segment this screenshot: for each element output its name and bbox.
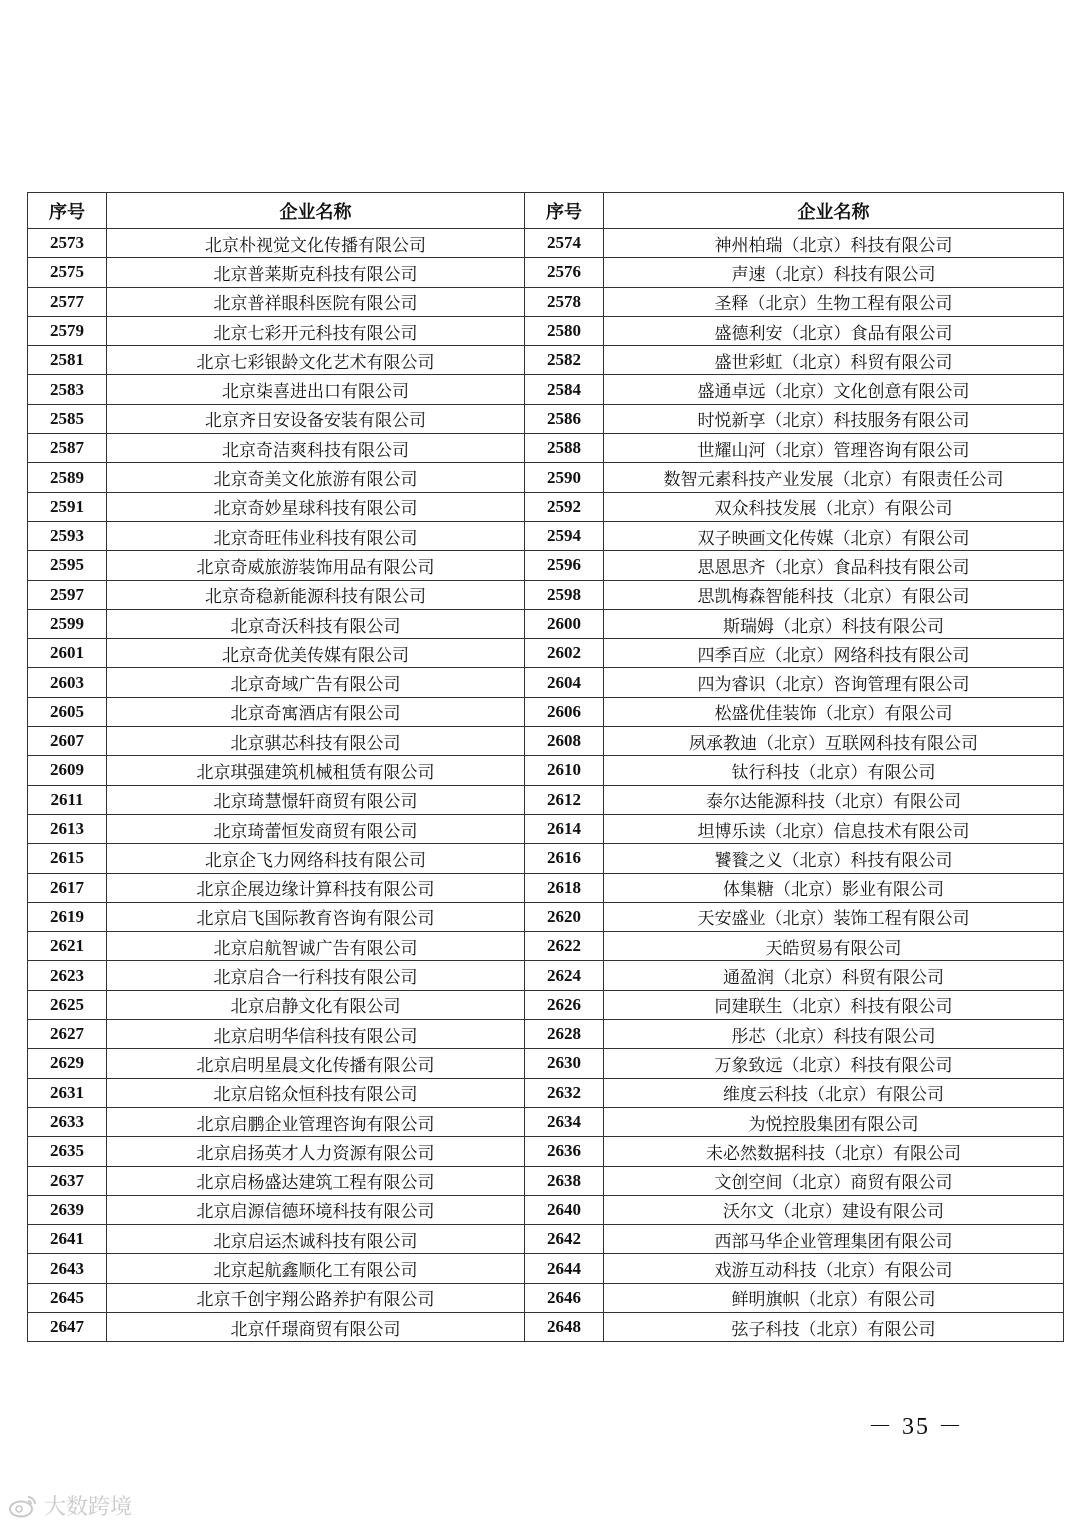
row-index-left: 2587 (28, 434, 107, 463)
row-index-right: 2592 (525, 492, 604, 521)
table-row (28, 609, 1064, 638)
row-index-right: 2596 (525, 551, 604, 580)
row-index-left: 2629 (28, 1049, 107, 1078)
table-header-row (28, 193, 1064, 229)
row-company-right: 鲜明旗帜（北京）有限公司 (604, 1283, 1064, 1312)
row-index-right: 2586 (525, 404, 604, 433)
row-company-right: 体集糖（北京）影业有限公司 (604, 873, 1064, 902)
row-index-left: 2575 (28, 258, 107, 287)
row-company-right: 维度云科技（北京）有限公司 (604, 1078, 1064, 1107)
table-row (28, 1312, 1064, 1341)
row-index-left: 2623 (28, 961, 107, 990)
row-index-left: 2601 (28, 639, 107, 668)
row-index-left: 2625 (28, 990, 107, 1019)
row-index-right: 2578 (525, 287, 604, 316)
row-index-right: 2626 (525, 990, 604, 1019)
table-row (28, 1254, 1064, 1283)
table-row (28, 902, 1064, 931)
table-row (28, 814, 1064, 843)
row-company-right: 文创空间（北京）商贸有限公司 (604, 1166, 1064, 1195)
row-index-right: 2598 (525, 580, 604, 609)
row-company-right: 坦博乐读（北京）信息技术有限公司 (604, 814, 1064, 843)
table-row (28, 258, 1064, 287)
row-company-right: 思凯梅森智能科技（北京）有限公司 (604, 580, 1064, 609)
row-index-left: 2589 (28, 463, 107, 492)
row-company-right: 声速（北京）科技有限公司 (604, 258, 1064, 287)
row-company-right: 弦子科技（北京）有限公司 (604, 1312, 1064, 1341)
row-index-left: 2573 (28, 229, 107, 258)
row-index-right: 2618 (525, 873, 604, 902)
row-company-right: 双众科技发展（北京）有限公司 (604, 492, 1064, 521)
row-index-right: 2588 (525, 434, 604, 463)
row-company-left: 北京普莱斯克科技有限公司 (107, 258, 525, 287)
table-row (28, 668, 1064, 697)
watermark (8, 1490, 132, 1521)
table-row (28, 844, 1064, 873)
row-company-left: 北京柒喜进出口有限公司 (107, 375, 525, 404)
row-index-left: 2581 (28, 346, 107, 375)
table-row (28, 756, 1064, 785)
row-index-left: 2605 (28, 697, 107, 726)
table-row (28, 521, 1064, 550)
row-company-left: 北京启鹏企业管理咨询有限公司 (107, 1107, 525, 1136)
row-index-left: 2597 (28, 580, 107, 609)
row-company-left: 北京企飞力网络科技有限公司 (107, 844, 525, 873)
row-company-right: 沃尔文（北京）建设有限公司 (604, 1195, 1064, 1224)
table-row (28, 727, 1064, 756)
row-company-right: 四季百应（北京）网络科技有限公司 (604, 639, 1064, 668)
table-row (28, 639, 1064, 668)
row-index-right: 2600 (525, 609, 604, 638)
row-company-right: 未必然数据科技（北京）有限公司 (604, 1137, 1064, 1166)
row-company-right: 天皓贸易有限公司 (604, 932, 1064, 961)
row-index-right: 2614 (525, 814, 604, 843)
row-company-right: 盛德利安（北京）食品有限公司 (604, 316, 1064, 345)
row-company-right: 松盛优佳装饰（北京）有限公司 (604, 697, 1064, 726)
row-company-left: 北京启铭众恒科技有限公司 (107, 1078, 525, 1107)
row-company-left: 北京琦慧憬轩商贸有限公司 (107, 785, 525, 814)
row-company-right: 世耀山河（北京）管理咨询有限公司 (604, 434, 1064, 463)
table-row (28, 346, 1064, 375)
table-row (28, 873, 1064, 902)
row-company-left: 北京奇域广告有限公司 (107, 668, 525, 697)
row-index-right: 2638 (525, 1166, 604, 1195)
table-row (28, 404, 1064, 433)
row-company-right: 数智元素科技产业发展（北京）有限责任公司 (604, 463, 1064, 492)
row-index-left: 2627 (28, 1020, 107, 1049)
row-company-left: 北京奇威旅游装饰用品有限公司 (107, 551, 525, 580)
row-index-left: 2595 (28, 551, 107, 580)
table-row (28, 990, 1064, 1019)
row-company-left: 北京启扬英才人力资源有限公司 (107, 1137, 525, 1166)
row-index-right: 2602 (525, 639, 604, 668)
row-index-left: 2643 (28, 1254, 107, 1283)
row-company-left: 北京普祥眼科医院有限公司 (107, 287, 525, 316)
header-index-right: 序号 (525, 193, 604, 229)
row-company-left: 北京启合一行科技有限公司 (107, 961, 525, 990)
row-index-right: 2594 (525, 521, 604, 550)
table-row (28, 1137, 1064, 1166)
table-row (28, 316, 1064, 345)
row-company-right: 戏游互动科技（北京）有限公司 (604, 1254, 1064, 1283)
row-index-right: 2616 (525, 844, 604, 873)
row-index-right: 2582 (525, 346, 604, 375)
row-company-right: 圣释（北京）生物工程有限公司 (604, 287, 1064, 316)
row-company-left: 北京七彩开元科技有限公司 (107, 316, 525, 345)
row-company-left: 北京琪强建筑机械租赁有限公司 (107, 756, 525, 785)
table-row (28, 375, 1064, 404)
row-index-right: 2576 (525, 258, 604, 287)
row-index-left: 2607 (28, 727, 107, 756)
row-company-right: 同建联生（北京）科技有限公司 (604, 990, 1064, 1019)
watermark-text: 大数跨境 (44, 1495, 133, 1520)
row-index-left: 2591 (28, 492, 107, 521)
table-row (28, 229, 1064, 258)
row-company-right: 为悦控股集团有限公司 (604, 1107, 1064, 1136)
table-row (28, 785, 1064, 814)
table-row (28, 551, 1064, 580)
row-index-left: 2577 (28, 287, 107, 316)
row-index-right: 2648 (525, 1312, 604, 1341)
row-company-right: 双子映画文化传媒（北京）有限公司 (604, 521, 1064, 550)
row-company-right: 神州柏瑞（北京）科技有限公司 (604, 229, 1064, 258)
row-company-right: 斯瑞姆（北京）科技有限公司 (604, 609, 1064, 638)
row-index-right: 2610 (525, 756, 604, 785)
row-company-left: 北京朴视觉文化传播有限公司 (107, 229, 525, 258)
table-row (28, 434, 1064, 463)
row-index-left: 2619 (28, 902, 107, 931)
row-index-right: 2622 (525, 932, 604, 961)
row-index-right: 2628 (525, 1020, 604, 1049)
row-index-right: 2644 (525, 1254, 604, 1283)
row-index-left: 2639 (28, 1195, 107, 1224)
row-company-right: 钛行科技（北京）有限公司 (604, 756, 1064, 785)
row-company-right: 四为睿识（北京）咨询管理有限公司 (604, 668, 1064, 697)
row-index-right: 2632 (525, 1078, 604, 1107)
row-company-right: 盛通卓远（北京）文化创意有限公司 (604, 375, 1064, 404)
table-row (28, 1283, 1064, 1312)
row-index-left: 2579 (28, 316, 107, 345)
row-company-left: 北京启静文化有限公司 (107, 990, 525, 1019)
row-index-left: 2583 (28, 375, 107, 404)
row-index-left: 2621 (28, 932, 107, 961)
row-company-left: 北京启杨盛达建筑工程有限公司 (107, 1166, 525, 1195)
row-company-left: 北京起航鑫顺化工有限公司 (107, 1254, 525, 1283)
table-row (28, 1078, 1064, 1107)
row-company-left: 北京奇美文化旅游有限公司 (107, 463, 525, 492)
row-company-left: 北京奇洁爽科技有限公司 (107, 434, 525, 463)
table-row (28, 1225, 1064, 1254)
table-row (28, 492, 1064, 521)
row-index-left: 2641 (28, 1225, 107, 1254)
row-index-right: 2634 (525, 1107, 604, 1136)
header-name-left: 企业名称 (107, 193, 525, 229)
table-row (28, 1107, 1064, 1136)
row-index-right: 2608 (525, 727, 604, 756)
table-row (28, 697, 1064, 726)
row-index-right: 2646 (525, 1283, 604, 1312)
row-index-left: 2637 (28, 1166, 107, 1195)
row-index-right: 2630 (525, 1049, 604, 1078)
table-row (28, 1195, 1064, 1224)
row-index-right: 2640 (525, 1195, 604, 1224)
row-index-left: 2617 (28, 873, 107, 902)
row-index-right: 2590 (525, 463, 604, 492)
row-company-left: 北京奇旺伟业科技有限公司 (107, 521, 525, 550)
row-company-left: 北京奇优美传媒有限公司 (107, 639, 525, 668)
row-index-left: 2631 (28, 1078, 107, 1107)
row-index-left: 2603 (28, 668, 107, 697)
row-company-right: 天安盛业（北京）装饰工程有限公司 (604, 902, 1064, 931)
row-index-left: 2593 (28, 521, 107, 550)
row-index-right: 2606 (525, 697, 604, 726)
row-index-left: 2611 (28, 785, 107, 814)
table-row (28, 1020, 1064, 1049)
row-index-right: 2624 (525, 961, 604, 990)
row-company-right: 思恩思齐（北京）食品科技有限公司 (604, 551, 1064, 580)
row-index-left: 2599 (28, 609, 107, 638)
table-row (28, 1166, 1064, 1195)
row-company-left: 北京启航智诚广告有限公司 (107, 932, 525, 961)
row-company-left: 北京骐芯科技有限公司 (107, 727, 525, 756)
row-company-left: 北京千创宇翔公路养护有限公司 (107, 1283, 525, 1312)
row-company-left: 北京七彩银龄文化艺术有限公司 (107, 346, 525, 375)
row-company-left: 北京启飞国际教育咨询有限公司 (107, 902, 525, 931)
table-row (28, 1049, 1064, 1078)
row-company-right: 饕餮之义（北京）科技有限公司 (604, 844, 1064, 873)
row-index-left: 2615 (28, 844, 107, 873)
row-index-left: 2633 (28, 1107, 107, 1136)
row-index-left: 2585 (28, 404, 107, 433)
row-index-left: 2613 (28, 814, 107, 843)
row-company-right: 万象致远（北京）科技有限公司 (604, 1049, 1064, 1078)
table-row (28, 932, 1064, 961)
row-index-left: 2635 (28, 1137, 107, 1166)
row-company-left: 北京企展边缘计算科技有限公司 (107, 873, 525, 902)
row-index-left: 2647 (28, 1312, 107, 1341)
row-company-left: 北京启明华信科技有限公司 (107, 1020, 525, 1049)
row-company-right: 彤芯（北京）科技有限公司 (604, 1020, 1064, 1049)
row-index-right: 2584 (525, 375, 604, 404)
weibo-icon (8, 1494, 38, 1518)
row-index-right: 2604 (525, 668, 604, 697)
row-company-left: 北京启明星晨文化传播有限公司 (107, 1049, 525, 1078)
row-index-right: 2574 (525, 229, 604, 258)
row-company-right: 泰尔达能源科技（北京）有限公司 (604, 785, 1064, 814)
row-company-left: 北京奇稳新能源科技有限公司 (107, 580, 525, 609)
row-index-left: 2609 (28, 756, 107, 785)
row-index-right: 2612 (525, 785, 604, 814)
row-company-left: 北京启源信德环境科技有限公司 (107, 1195, 525, 1224)
row-index-right: 2620 (525, 902, 604, 931)
row-company-right: 西部马华企业管理集团有限公司 (604, 1225, 1064, 1254)
header-index-left: 序号 (28, 193, 107, 229)
table-row (28, 463, 1064, 492)
table-row (28, 287, 1064, 316)
row-company-left: 北京启运杰诚科技有限公司 (107, 1225, 525, 1254)
row-company-right: 时悦新享（北京）科技服务有限公司 (604, 404, 1064, 433)
enterprise-table (27, 192, 1064, 1342)
row-company-left: 北京奇沃科技有限公司 (107, 609, 525, 638)
row-company-right: 夙承教迪（北京）互联网科技有限公司 (604, 727, 1064, 756)
row-company-left: 北京仟璟商贸有限公司 (107, 1312, 525, 1341)
row-company-left: 北京奇妙星球科技有限公司 (107, 492, 525, 521)
row-company-left: 北京齐日安设备安装有限公司 (107, 404, 525, 433)
row-company-right: 盛世彩虹（北京）科贸有限公司 (604, 346, 1064, 375)
header-name-right: 企业名称 (604, 193, 1064, 229)
table-row (28, 961, 1064, 990)
row-index-right: 2580 (525, 316, 604, 345)
row-index-right: 2642 (525, 1225, 604, 1254)
row-company-left: 北京奇寓酒店有限公司 (107, 697, 525, 726)
page-number: － 35 － (868, 1414, 964, 1440)
row-index-right: 2636 (525, 1137, 604, 1166)
row-index-left: 2645 (28, 1283, 107, 1312)
row-company-left: 北京琦蕾恒发商贸有限公司 (107, 814, 525, 843)
table-row (28, 580, 1064, 609)
row-company-right: 通盈润（北京）科贸有限公司 (604, 961, 1064, 990)
